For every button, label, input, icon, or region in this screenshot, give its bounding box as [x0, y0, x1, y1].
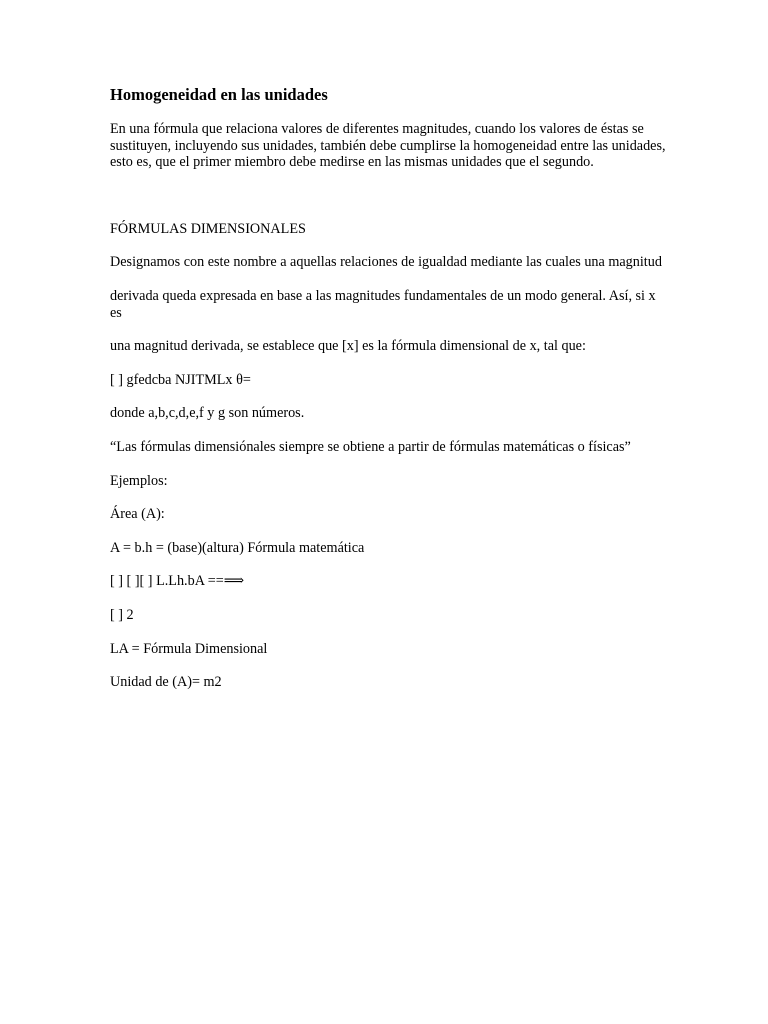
- intro-paragraph: En una fórmula que relaciona valores de diferentes magnitudes, cuando los valores de éstas se sustituyen, incluyendo sus unidades, también debe cumplirse la homogeneidad entre las unidades, esto es, que el primer miembro debe medirse en las mismas unidades que el segundo.: [110, 121, 666, 171]
- area-dimensional-formula: LA = Fórmula Dimensional: [110, 640, 268, 657]
- quote-paragraph: “Las fórmulas dimensiónales siempre se obtiene a partir de fórmulas matemáticas o físicas”: [110, 438, 631, 455]
- paragraph-magnitud-derivada: una magnitud derivada, se establece que [x] es la fórmula dimensional de x, tal que:: [110, 338, 586, 355]
- area-label: Área (A):: [110, 506, 165, 523]
- section-heading: FÓRMULAS DIMENSIONALES: [110, 220, 306, 237]
- paragraph-donde: donde a,b,c,d,e,f y g son números.: [110, 405, 305, 422]
- area-bracket-formula: [ ] [ ][ ] L.Lh.bA ==⟹: [110, 573, 245, 590]
- dimensional-formula-line: [ ] gfedcba NJITMLx θ=: [110, 371, 251, 388]
- paragraph-designamos: Designamos con este nombre a aquellas relaciones de igualdad mediante las cuales una magnitud: [110, 254, 662, 271]
- document-title: Homogeneidad en las unidades: [110, 85, 328, 104]
- area-unit-line: Unidad de (A)= m2: [110, 674, 222, 691]
- area-math-formula: A = b.h = (base)(altura) Fórmula matemática: [110, 539, 365, 556]
- area-exponent-line: [ ] 2: [110, 606, 134, 623]
- document-content: [110, 85, 670, 708]
- paragraph-derivada: derivada queda expresada en base a las magnitudes fundamentales de un modo general. Así, si x es: [110, 287, 656, 321]
- examples-label: Ejemplos:: [110, 472, 168, 489]
